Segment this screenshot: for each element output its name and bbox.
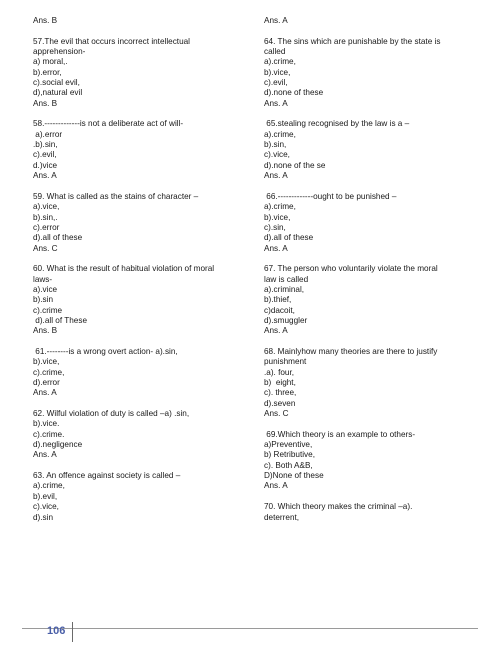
text-line: 67. The person who voluntarily violate the moral [264,264,438,274]
footer-rule [22,628,478,629]
blank-line [264,109,479,119]
page-number: 106 [47,625,66,637]
text-line: b).evil, [33,491,58,501]
text-line: 69.Which theory is an example to others- [264,429,416,439]
text-line: Ans. B [33,16,58,25]
blank-line [264,26,479,36]
blank-line [33,337,251,347]
text-line: 65.stealing recognised by the law is a – [264,119,410,129]
right-column [264,16,479,523]
text-line: 64. The sins which are punishable by the state is [264,36,441,46]
text-line: Ans. A [264,171,288,181]
text-line: a).vice [33,284,58,294]
blank-line [264,492,479,502]
text-line: Ans. A [264,481,288,491]
text-line: 57.The evil that occurs incorrect intellectual [33,36,191,46]
text-line: a).vice, [33,202,60,212]
text-line: Ans. A [264,326,288,336]
text-line: c).vice, [264,150,290,160]
text-line: d),natural evil [33,88,83,98]
text-line: d).all of these [264,233,314,243]
text-line: 62. Wilful violation of duty is called –a) .sin, [33,409,190,419]
text-line: apprehension- [33,47,86,57]
blank-line [33,182,251,192]
text-line: 70. Which theory makes the criminal –a). [264,502,413,512]
text-line: d).smuggler [264,315,308,325]
blank-line [264,419,479,429]
text-line: d).all of These [33,315,88,325]
text-line: b).thief, [264,295,292,305]
text-line: Ans. A [264,98,288,108]
text-line: b) Retributive, [264,450,315,460]
text-line: 63. An offence against society is called – [33,471,181,481]
text-line: d).none of these [264,88,324,98]
text-line: Ans. A [33,171,57,181]
text-line: Ans. A [264,243,288,253]
text-line: c).crime [33,305,63,315]
text-line: b).error, [33,67,62,77]
text-line: law is called [264,274,309,284]
text-line: b).sin [33,295,54,305]
text-line: Ans. A [33,450,57,460]
blank-line [264,182,479,192]
text-line: c).crime, [33,367,65,377]
text-line: b).sin,. [33,212,58,222]
text-line: c).evil, [33,150,57,160]
text-line: a).criminal, [264,284,305,294]
left-column [33,16,251,523]
text-line: b).vice, [264,67,291,77]
text-line: a).error [33,129,63,139]
text-line: .a). four, [264,367,295,377]
text-line: a) moral,. [33,57,68,67]
text-line: b) eight, [264,378,296,388]
text-line: 59. What is called as the stains of character – [33,191,199,201]
text-line: c).evil, [264,78,288,88]
text-line: c).social evil, [33,78,80,88]
text-line: b).vice, [33,357,60,367]
blank-line [33,109,251,119]
text-line: b).vice. [33,419,60,429]
text-line: Ans. A [264,16,288,25]
text-line: c).error [33,222,60,232]
text-line: c). three, [264,388,297,398]
text-line: c).crime. [33,429,65,439]
text-line: Ans. A [33,388,57,398]
text-line: .b).sin, [33,140,58,150]
text-line: c).vice, [33,502,59,512]
text-line: d).error [33,378,60,388]
text-line: 66.-------------ought to be punished – [264,191,397,201]
text-line: punishment [264,357,307,367]
text-line: 58.-------------is not a deliberate act of will- [33,119,184,129]
text-line: a)Preventive, [264,440,313,450]
text-line: Ans. B [33,98,58,108]
text-line: called [264,47,286,57]
blank-line [33,399,251,409]
text-line: D)None of these [264,471,324,481]
text-line: d).negligence [33,440,83,450]
text-line: laws- [33,274,53,284]
text-line: c)dacoit, [264,305,295,315]
text-line: 68. Mainlyhow many theories are there to justify [264,347,438,356]
text-line: a).crime, [33,481,65,491]
text-line: d).all of these [33,233,83,243]
text-line: a).crime, [264,129,296,139]
text-line: d).sin [33,512,54,522]
text-line: d).seven [264,398,296,408]
blank-line [33,254,251,264]
text-line: deterrent, [264,512,300,522]
blank-line [33,461,251,471]
text-line: d.)vice [33,160,58,170]
text-line: Ans. B [33,326,58,336]
text-line: c).sin, [264,222,286,232]
footer-divider [72,622,73,642]
blank-line [33,26,251,36]
text-line: d).none of the se [264,160,326,170]
blank-line [264,337,479,347]
text-line: c). Both A&B, [264,460,313,470]
text-line: Ans. C [33,243,58,253]
text-line: Ans. C [264,409,289,419]
text-line: b).sin, [264,140,287,150]
text-line: b).vice, [264,212,291,222]
text-line: a).crime, [264,57,296,67]
text-line: a).crime, [264,202,296,212]
text-line: 60. What is the result of habitual violation of moral [33,264,215,274]
text-line: 61.--------is a wrong overt action- a).sin, [33,347,178,356]
blank-line [264,254,479,264]
